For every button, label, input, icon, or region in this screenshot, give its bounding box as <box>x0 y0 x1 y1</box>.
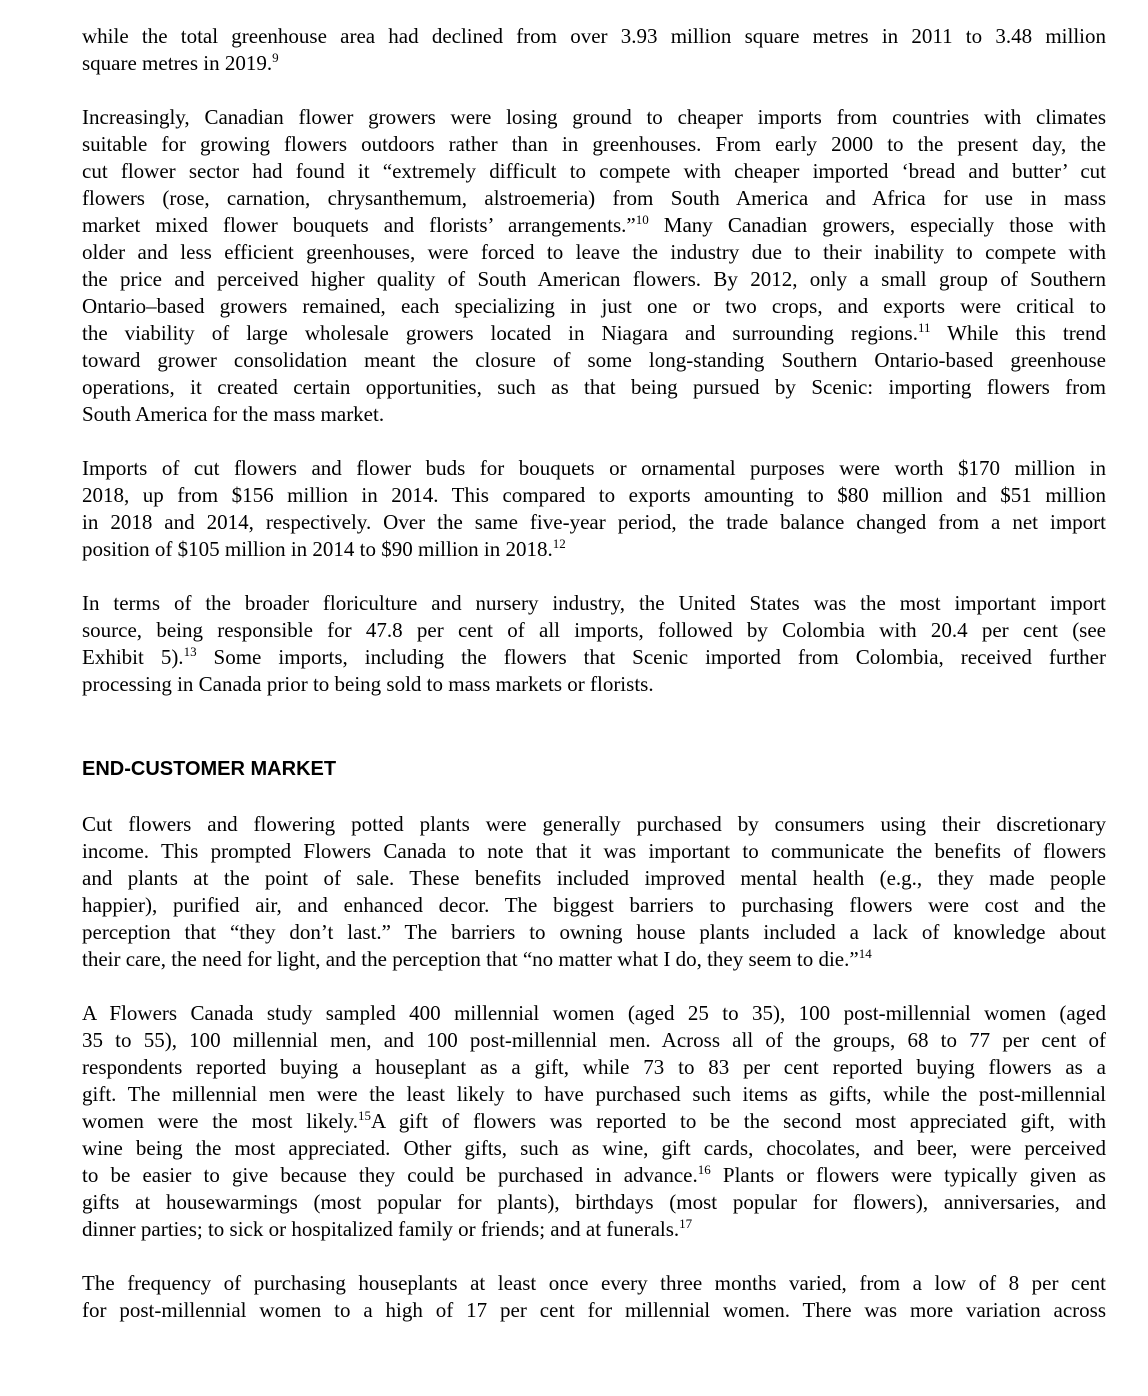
line-text: perception that “they don’t last.” The barriers to owning house plants included a lack of knowledge about <box>82 920 1106 944</box>
line-text: Ontario–based growers remained, each specializing in just one or two crops, and exports were critical to <box>82 294 1106 318</box>
text-line <box>82 1162 1106 1189</box>
line-text: for post-millennial women to a high of 17 per cent for millennial women. There was more variation across <box>82 1298 1106 1322</box>
text-line <box>82 455 1106 482</box>
line-text: In terms of the broader floriculture and nursery industry, the United States was the most important import <box>82 591 1106 615</box>
line-text: while the total greenhouse area had declined from over 3.93 million square metres in 2011 to 3.48 million <box>82 24 1106 48</box>
text-line <box>82 644 1106 671</box>
text-line <box>82 212 1106 239</box>
line-text: While this trend <box>930 321 1107 345</box>
text-line <box>82 131 1106 158</box>
text-line <box>82 1216 1106 1243</box>
paragraph <box>82 590 1106 698</box>
footnote-reference: 13 <box>183 644 197 659</box>
line-text: A Flowers Canada study sampled 400 millennial women (aged 25 to 35), 100 post-millennial women (aged <box>82 1001 1106 1025</box>
line-text: older and less efficient greenhouses, were forced to leave the industry due to their inability to compete with <box>82 240 1106 264</box>
line-text: respondents reported buying a houseplant as a gift, while 73 to 83 per cent reported buying flowers as a <box>82 1055 1106 1079</box>
text-line <box>82 617 1106 644</box>
text-line <box>82 1081 1106 1108</box>
line-text: cut flower sector had found it “extremely difficult to compete with cheaper imported ‘bread and butter’ cut <box>82 159 1106 183</box>
text-line <box>82 892 1106 919</box>
text-line <box>82 811 1106 838</box>
body-text-before <box>82 23 1106 698</box>
line-text: processing in Canada prior to being sold to mass markets or florists. <box>82 672 654 696</box>
text-line <box>82 1027 1106 1054</box>
line-text: Some imports, including the flowers that Scenic imported from Colombia, received further <box>196 645 1106 669</box>
footnote-reference: 9 <box>272 50 279 65</box>
text-line <box>82 401 1106 428</box>
line-text: wine being the most appreciated. Other gifts, such as wine, gift cards, chocolates, and beer, were perceived <box>82 1136 1106 1160</box>
line-text: the viability of large wholesale growers located in Niagara and surrounding regions. <box>82 321 918 345</box>
line-text: Increasingly, Canadian flower growers were losing ground to cheaper imports from countries with climates <box>82 105 1106 129</box>
footnote-reference: 12 <box>552 536 566 551</box>
footnote-reference: 15 <box>358 1108 371 1123</box>
footnote-reference: 17 <box>679 1216 693 1231</box>
text-line <box>82 482 1106 509</box>
line-text: 35 to 55), 100 millennial men, and 100 post-millennial men. Across all of the groups, 68 to 77 per cent of <box>82 1028 1106 1052</box>
footnote-reference: 14 <box>858 946 872 961</box>
text-line <box>82 1297 1106 1324</box>
body-text-after <box>82 811 1106 1324</box>
line-text: The frequency of purchasing houseplants at least once every three months varied, from a low of 8 per cent <box>82 1271 1106 1295</box>
paragraph <box>82 1000 1106 1243</box>
line-text: Plants or flowers were typically given as <box>710 1163 1106 1187</box>
text-line <box>82 104 1106 131</box>
line-text: operations, it created certain opportunities, such as that being pursued by Scenic: importing flowers from <box>82 375 1106 399</box>
line-text: to be easier to give because they could be purchased in advance. <box>82 1163 698 1187</box>
text-line <box>82 1054 1106 1081</box>
line-text: 2018, up from $156 million in 2014. This compared to exports amounting to $80 million and $51 million <box>82 483 1106 507</box>
line-text: happier), purified air, and enhanced decor. The biggest barriers to purchasing flowers were cost and the <box>82 893 1106 917</box>
paragraph <box>82 455 1106 563</box>
text-line <box>82 185 1106 212</box>
line-text: gift. The millennial men were the least likely to have purchased such items as gifts, while the post-millennial <box>82 1082 1106 1106</box>
text-line <box>82 266 1106 293</box>
text-line <box>82 838 1106 865</box>
text-line <box>82 239 1106 266</box>
line-text: square metres in 2019. <box>82 51 273 75</box>
line-text: income. This prompted Flowers Canada to note that it was important to communicate the benefits of flowers <box>82 839 1106 863</box>
line-text: gifts at housewarmings (most popular for plants), birthdays (most popular for flowers), anniversaries, and <box>82 1190 1106 1214</box>
text-line <box>82 1108 1106 1135</box>
line-text: their care, the need for light, and the perception that “no matter what I do, they seem to die.” <box>82 947 859 971</box>
text-line <box>82 347 1106 374</box>
footnote-reference: 10 <box>635 212 649 227</box>
section-heading: END-CUSTOMER MARKET <box>82 758 337 780</box>
text-line <box>82 919 1106 946</box>
line-text: in 2018 and 2014, respectively. Over the same five-year period, the trade balance changed from a net import <box>82 510 1106 534</box>
line-text: source, being responsible for 47.8 per cent of all imports, followed by Colombia with 20.4 per cent (see <box>82 618 1106 642</box>
line-text: suitable for growing flowers outdoors rather than in greenhouses. From early 2000 to the present day, the <box>82 132 1106 156</box>
line-text: Cut flowers and flowering potted plants were generally purchased by consumers using their discretionary <box>82 812 1106 836</box>
line-text: Exhibit 5). <box>82 645 184 669</box>
text-line <box>82 946 1106 973</box>
line-text: flowers (rose, carnation, chrysanthemum, alstroemeria) from South America and Africa for use in mass <box>82 186 1106 210</box>
text-line <box>82 536 1106 563</box>
footnote-reference: 16 <box>697 1162 711 1177</box>
footnote-reference: 11 <box>917 320 931 335</box>
line-text: South America for the mass market. <box>82 402 385 426</box>
paragraph <box>82 104 1106 428</box>
text-line <box>82 158 1106 185</box>
text-line <box>82 1000 1106 1027</box>
text-line <box>82 23 1106 50</box>
line-text: A gift of flowers was reported to be the second most appreciated gift, with <box>371 1109 1107 1133</box>
text-line <box>82 293 1106 320</box>
text-line <box>82 671 1106 698</box>
line-text: toward grower consolidation meant the closure of some long-standing Southern Ontario-based greenhouse <box>82 348 1106 372</box>
line-text: position of $105 million in 2014 to $90 million in 2018. <box>82 537 553 561</box>
text-line <box>82 320 1106 347</box>
text-line <box>82 50 1106 77</box>
paragraph <box>82 23 1106 77</box>
text-line <box>82 374 1106 401</box>
line-text: Imports of cut flowers and flower buds for bouquets or ornamental purposes were worth $170 million in <box>82 456 1106 480</box>
line-text: and plants at the point of sale. These benefits included improved mental health (e.g., they made people <box>82 866 1106 890</box>
document-page <box>82 23 1106 1351</box>
paragraph <box>82 1270 1106 1324</box>
line-text: the price and perceived higher quality of South American flowers. By 2012, only a small group of Southern <box>82 267 1106 291</box>
line-text: dinner parties; to sick or hospitalized family or friends; and at funerals. <box>82 1217 680 1241</box>
text-line <box>82 590 1106 617</box>
text-line <box>82 1189 1106 1216</box>
line-text: women were the most likely. <box>82 1109 358 1133</box>
text-line <box>82 1270 1106 1297</box>
paragraph <box>82 811 1106 973</box>
line-text: market mixed flower bouquets and florists’ arrangements.” <box>82 213 636 237</box>
line-text: Many Canadian growers, especially those with <box>648 213 1106 237</box>
text-line <box>82 1135 1106 1162</box>
text-line <box>82 865 1106 892</box>
text-line <box>82 509 1106 536</box>
